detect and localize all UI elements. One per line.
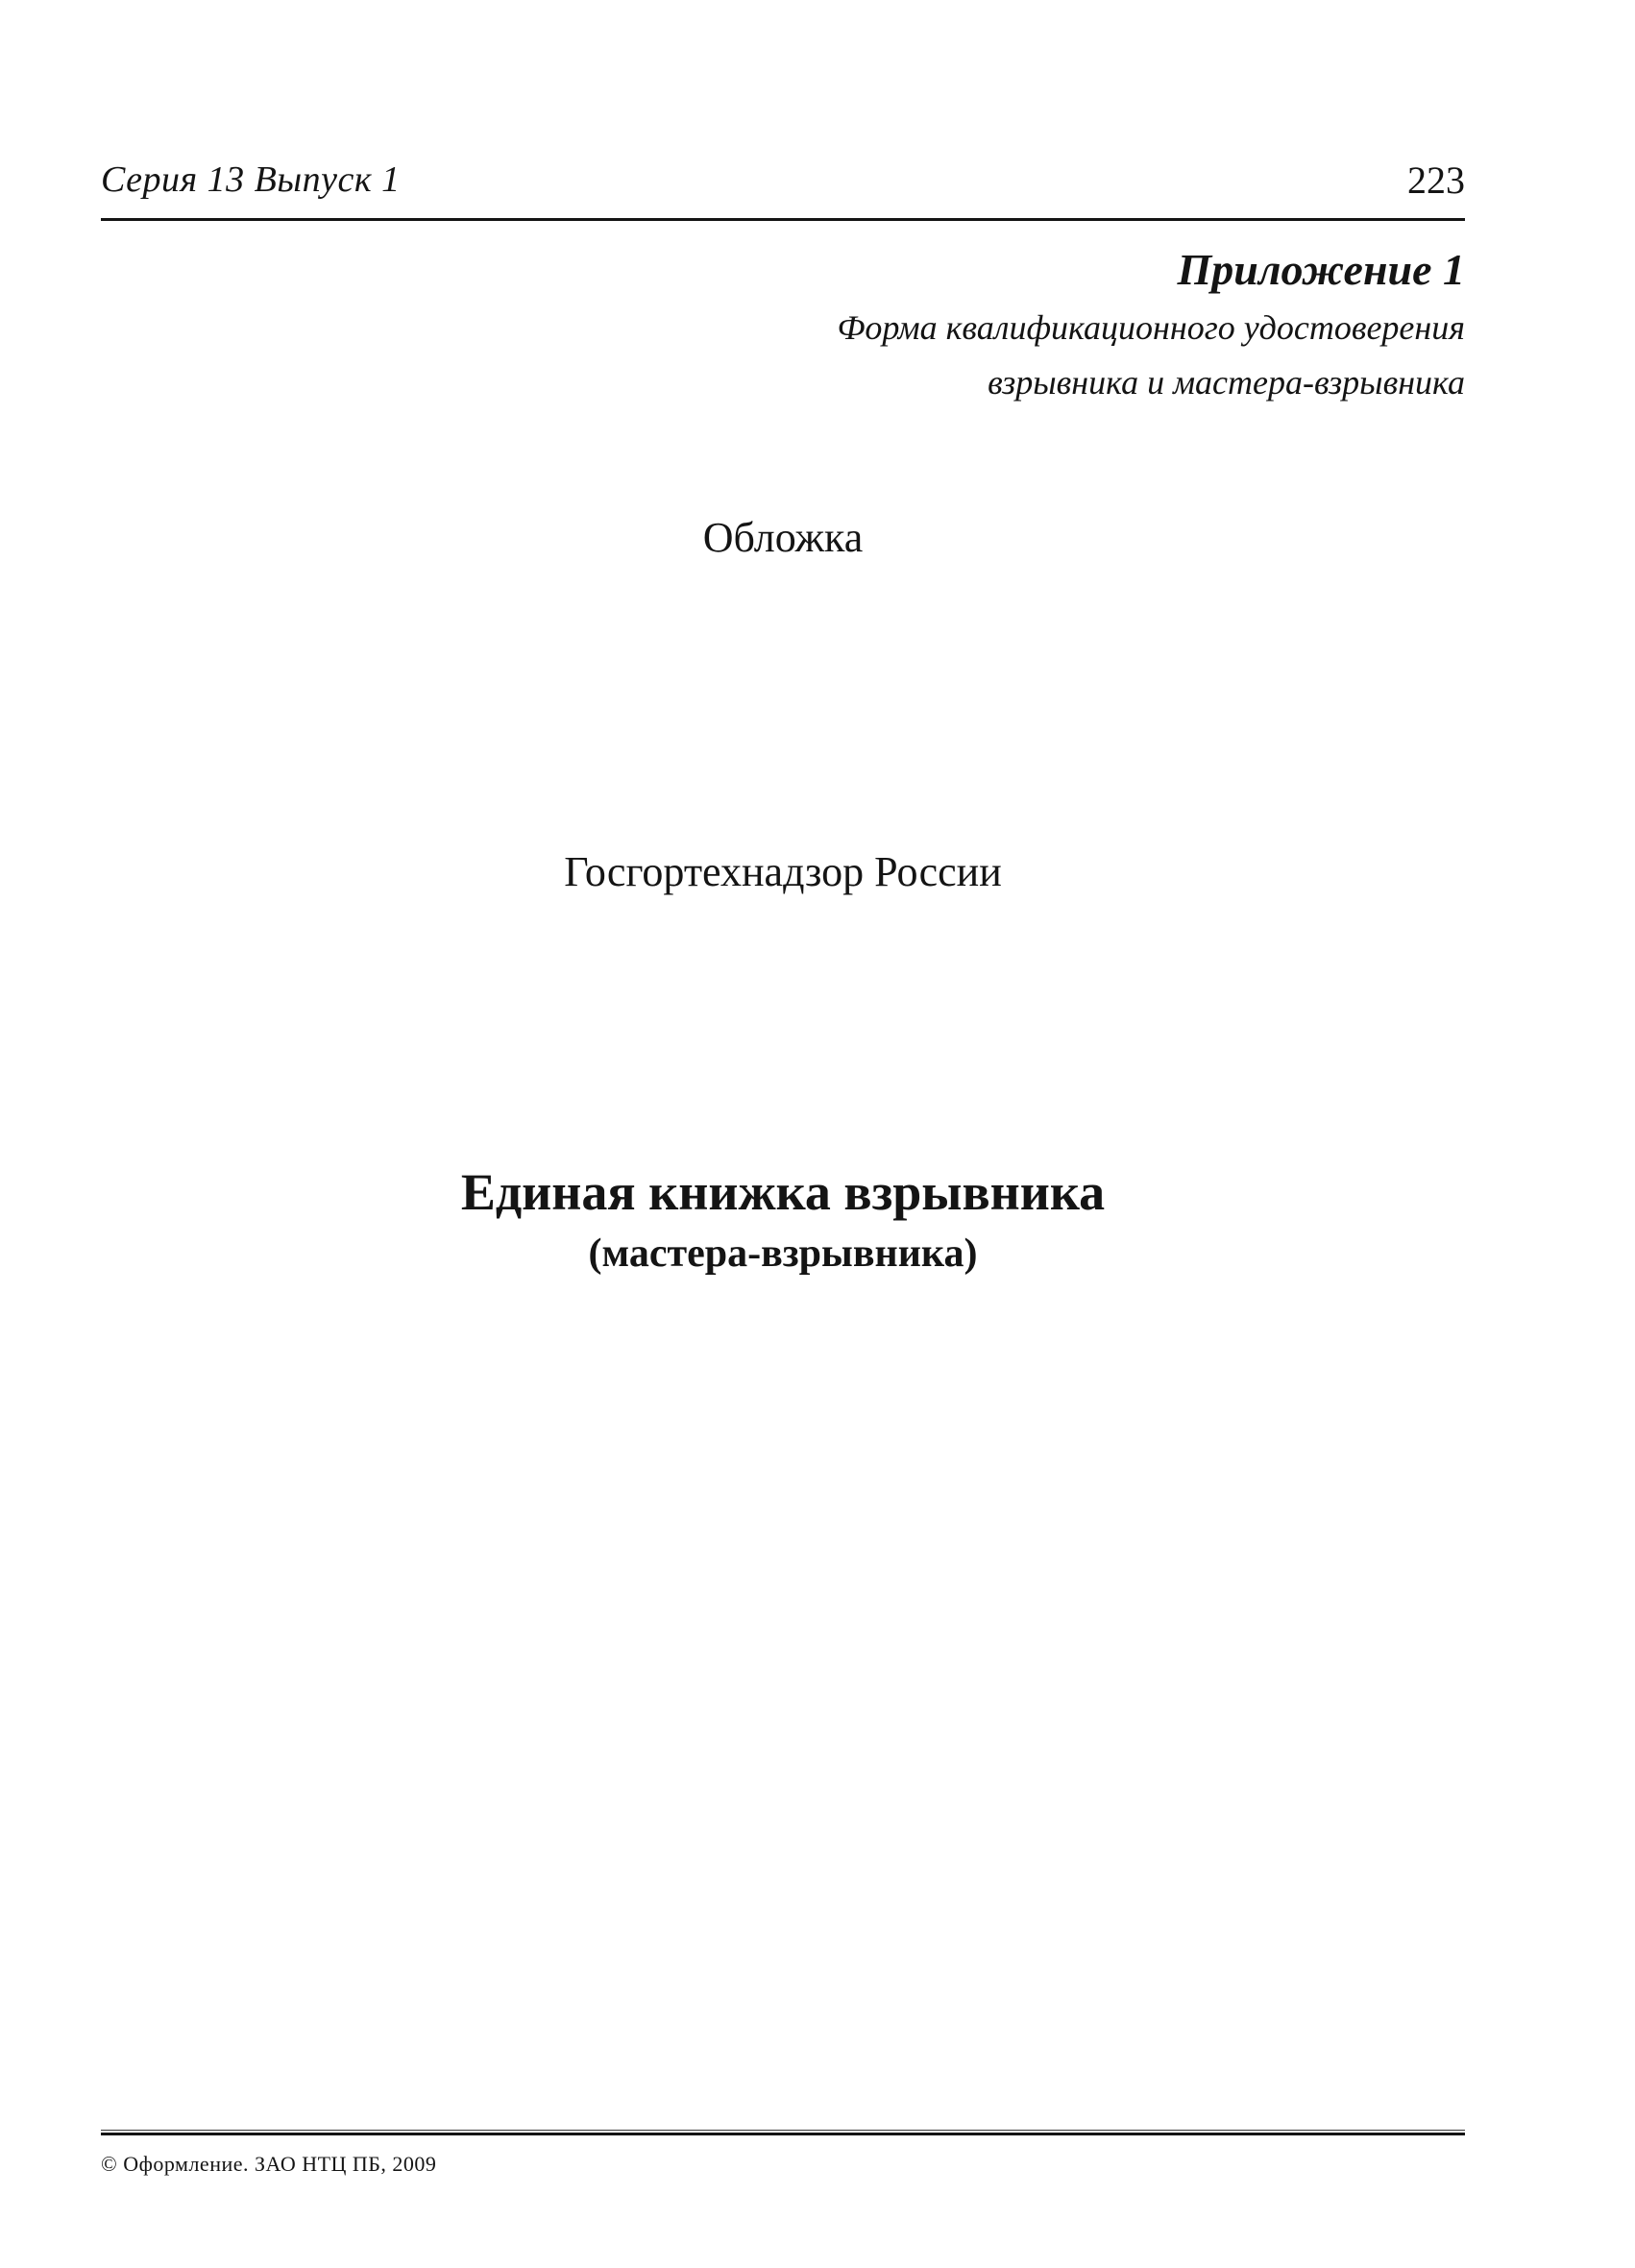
header-divider	[101, 218, 1465, 221]
footer-divider-thin	[101, 2130, 1465, 2131]
series-issue-label: Серия 13 Выпуск 1	[101, 159, 401, 200]
appendix-description-line-2: взрывника и мастера-взрывника	[988, 363, 1465, 402]
footer-copyright: © Оформление. ЗАО НТЦ ПБ, 2009	[101, 2152, 437, 2176]
cover-label: Обложка	[702, 514, 864, 561]
page-number: 223	[1407, 159, 1465, 202]
footer-divider	[101, 2133, 1465, 2135]
appendix-title: Приложение 1	[1177, 245, 1465, 294]
book-title: Единая книжка взрывника	[460, 1163, 1106, 1221]
book-subtitle: (мастера-взрывника)	[588, 1232, 978, 1276]
appendix-description-line-1: Форма квалификационного удостоверения	[837, 308, 1465, 347]
page-header	[101, 161, 1465, 219]
organization-name: Госгортехнадзор России	[564, 848, 1002, 895]
